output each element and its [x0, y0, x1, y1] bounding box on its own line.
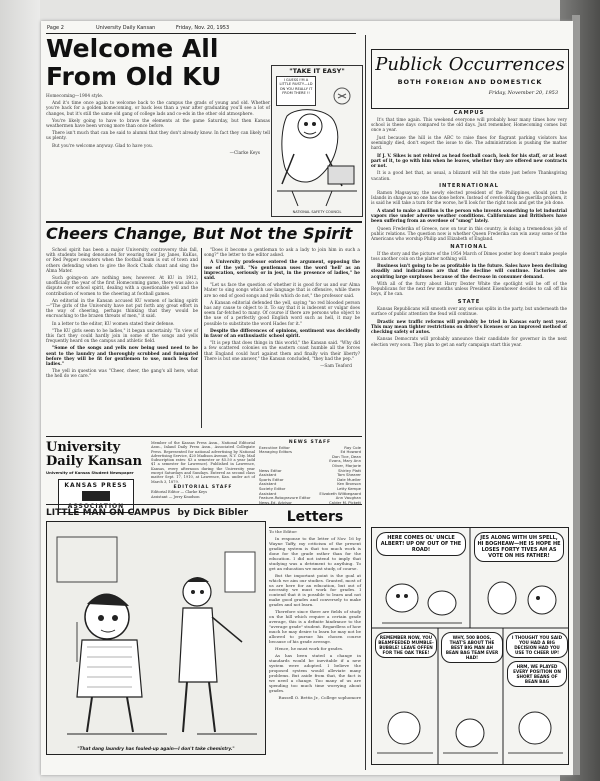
cartoon-caption: "That dang laundry has fouled-up again—I don't take chemistry." — [77, 747, 235, 752]
paper-name: University Daily Kansan — [96, 25, 156, 31]
occurrences-paragraph: Kansas Republicans will smooth over any serious splits in the party, but underneath the surface of public attention the feud will continue. — [371, 307, 567, 318]
staff-member: Oliver, Marjorie — [331, 462, 361, 468]
occurrences-paragraph: A stand to make a million is the person who invents something to let industrial vapors rise under adverse weather conditions. Californians and Britishers have been suffering from an overdose of "smog" lately. — [371, 209, 567, 225]
occurrences-section-heading: CAMPUS — [453, 110, 485, 116]
staff-role: News-Ed. Advisor — [259, 499, 292, 505]
cheers-paragraph: A University professor entered the argument, opposing the use of the yell. "No gentleman uses the word 'hell' as an imprecation, seriously or in jest, in the presence of ladies," he said. — [204, 260, 360, 282]
masthead-subtitle: University of Kansas Student Newspaper — [46, 470, 134, 475]
occurrences-banner — [371, 49, 569, 109]
letters-paragraph: As has been stated a change in standards would be inevitable if a new system were adopted. I believe the proposed system would alleviate many problems. But aside from that, the fact is we need a change. Too many of us are spending too much time worrying about grades. — [269, 652, 361, 693]
staff-member: Shirley Platt — [338, 467, 361, 473]
cheers-paragraph: Despite the differences of opinions, sentiment was decidedly in favor of an enthusiastic school spirit. — [204, 328, 360, 340]
occurrences-title: Publick Occurrences — [375, 54, 565, 75]
occurrences-paragraph: Business isn't going to be as profitable in the future. Sales have been declining steadily and indications are that the decline will continue. Factories are acquiring large surpluses because of the decrease in consumer demand. — [371, 264, 567, 280]
page-number: Page 2 — [47, 25, 64, 31]
cheers-paragraph: School spirit has been a major University controversy this fall, with students being denounced for wearing their Jay Janes, KuKus, or Red Pepper sweaters when the football team is out of town and others defending when to give the Rock Chalk chant and sing the Alma Mater. — [46, 248, 198, 274]
staff-member: Calder M. Pickett — [329, 499, 361, 505]
cheers-paragraph: A Kansan editorial defended the yell, saying "no red blooded person has any cause to object to it. To say that it is indecent or vulgar does seem far-fetched to many. Of course if there are persons who object to the use of a perfectly good English word such as hell, it may be possible to substitute the word Hades for it." — [204, 300, 360, 327]
news-staff-title: NEWS STAFF — [288, 440, 332, 445]
staff-member: Ray Cole — [344, 444, 361, 450]
scan-margin-left — [0, 0, 40, 781]
occurrences-paragraph: If the story and the picture of the 1954 March of Dimes poster boy doesn't make people toss another coin on the platter nothing will. — [371, 251, 567, 262]
welcome-paragraph: There isn't much that can be said to alumni that they don't already know. In fact they can likely tell us plenty. — [46, 131, 270, 142]
staff-member: Dale Mueller — [337, 476, 361, 482]
take-it-easy-title: "TAKE IT EASY" — [289, 67, 345, 75]
cartoon-sign: I GUESS I'M A LITTLE RUSTY—LD ON YOU REALLY IT FROM THERE !! — [276, 76, 316, 106]
welcome-headline-line1: Welcome All — [46, 34, 219, 63]
pogo-panel-2-speech: JES ALONG WITH UH SPELL, HI BOGHEAW—HE IS HOPE HE LOSES FORTY TIVES AH AS VOTE ON HIS FATHER! — [474, 532, 564, 562]
cheers-signature: —Sam Teaford — [320, 364, 352, 370]
staff-role: Society Editor — [259, 485, 286, 491]
staff-role: Assistant — [259, 490, 277, 496]
staff-role: News Editor — [259, 467, 282, 473]
letters-salutation: To the Editor: — [269, 529, 298, 534]
staff-member: Tom Shearer — [337, 472, 361, 478]
cheers-column-2 — [204, 248, 360, 371]
page-column-divider — [365, 35, 366, 770]
press-logo-line2: ASSOCIATION — [67, 503, 125, 510]
letters-paragraph: In response to the letter of Nov. 16 by Wayne Taffy, my criticism of the present grading system is that too much work is done for the grade rather than for the education. I did not intend to imply that studying was a detriment to anything. To get an education we must study, of course. — [269, 535, 361, 571]
welcome-paragraph: And it's time once again to welcome back to the campus the grads of young and old. Whether you're back for a golden homecoming, or back less than a year after graduating you'll see a lot of changes, but it's still the same old gang of college lads and co-eds in the other old atmosphere. — [46, 101, 270, 117]
cheers-paragraph: "Let us face the question of whether it is good for us and our Alma Mater to sing songs which use language that is offensive, while there are no end of good songs and yells which do not," the professor said. — [204, 283, 360, 299]
cheers-paragraph: "Does it become a gentleman to ask a lady to join him in such a song?" the letter to the editor asked. — [204, 248, 360, 259]
staff-member: Ed Howard — [340, 449, 361, 455]
occurrences-paragraph: Drastic new traffic reforms will probably be tried in Kansas early next year. This may mean tighter restrictions on driver's licenses or an improved method of checking safety of autos. — [371, 319, 567, 335]
cheers-headline: Cheers Change, But Not the Spirit — [46, 224, 353, 243]
occurrences-subtitle: BOTH FOREIGN AND DOMESTICK — [397, 78, 543, 86]
pogo-panel-4-speech: WHY, 500 BOOS, THAT'S ABOUT THE BEST BIG MAN AH BEAN BAG TEAM EVER HAD! — [441, 632, 503, 663]
take-it-easy-drawing — [272, 66, 362, 216]
staff-role: Managing Editors — [259, 449, 293, 455]
news-staff-list — [259, 446, 361, 506]
letters-body — [269, 530, 361, 703]
cartoon-title-left: LITTLE MAN ON CAMPUS — [46, 508, 171, 518]
cartoon-credit: NATIONAL SAFETY COUNCIL — [292, 210, 342, 214]
occurrences-paragraph: Ramon Magsaysay, the newly elected president of the Philippines, should put the Islands in shape as no one has done before. Instead of overlooking the guerilla problem, it is said he will take a turn for the worse, he'll look for the right tools and get the job done. — [371, 191, 567, 207]
occurrences-paragraph: Just because the hill is the ABC to raise fines for flagrant parking violators has seemingly died, don't expect the issue to die. The administration is pushing the matter hard. — [371, 135, 567, 152]
section-rule — [46, 221, 362, 223]
section-rule — [46, 504, 362, 505]
cheers-paragraph: An editorial in the Kansan accused KU women of lacking spirit—"The girls of the University have not put forth any great effort in the way of cheering, perhaps thinking that they would be encroaching to the brazen threats of men," it said. — [46, 298, 198, 320]
cheers-paragraph: "The KU girls seem to be ladies," it began uncertainly. "In view of this fact they could hardly join in some of the songs and yells frequently heard on the campus and athletic field. — [46, 328, 198, 345]
occurrences-paragraph: Kansas Democrats will probably announce their candidate for governor in the next election very soon. They plan to get an early campaign start this year. — [371, 337, 567, 348]
staff-member: Ken Bronson — [337, 481, 361, 487]
cartoon-title — [46, 508, 266, 518]
staff-role: Assistant — [259, 481, 277, 487]
cheers-paragraph: The yell in question was "Cheer, cheer, the gang's all here, what the hell do we care." — [46, 369, 198, 380]
welcome-body — [46, 94, 270, 158]
staff-role: Executive Editor — [259, 444, 290, 450]
occurrences-section-heading: INTERNATIONAL — [439, 183, 499, 190]
letters-paragraph: Hence, he must work for grades. — [275, 645, 344, 651]
letters-headline: Letters — [286, 509, 344, 525]
welcome-headline — [46, 35, 266, 91]
little-man-drawing — [47, 522, 265, 754]
news-staff-block — [259, 441, 361, 505]
little-man-cartoon — [46, 521, 266, 755]
issue-date: Friday, Nov. 20, 1953 — [176, 25, 230, 31]
occurrences-paragraph: It's that time again. This weekend everyone will probably hear many times how very school is these days compared to the old days. Just remember, Homecoming comes but once a year. — [371, 118, 567, 134]
masthead-info — [151, 441, 255, 499]
welcome-headline-line2: From Old KU — [46, 62, 222, 91]
occurrences-paragraph: Queen Frederika of Greece, now on tour in this country, is doing a tremendous job of public relations. The question now is whether Queen Frederika can win away some of the Americans who worship Philip and Elizabeth of England. — [371, 226, 567, 242]
staff-line: Assistant — Jerry Knudson — [151, 494, 200, 499]
masthead-block — [46, 441, 146, 513]
press-logo-line1: KANSAS PRESS — [64, 482, 128, 489]
editorial-staff-title: EDITORIAL STAFF — [173, 484, 233, 490]
masthead-info-text: Member of the Kansas Press Assn., National Editorial Assn., Inland Daily Press Assn., Associated Collegiate Press. Represented for national advertising by National Advertising Service, 420 Madison Avenue, N.Y. City. Mail Subscription rates: $3 a semester or $5.50 a year (add $1 a semester for Lawrence). Published in Lawrence, Kansas, every afternoon during the University year except Saturdays and Sundays. Entered as second class matter Sept. 17, 1910, at Lawrence, Kan. under act of March 3, 1879. — [151, 441, 255, 484]
staff-role: Sports Editor — [259, 476, 284, 482]
staff-line: Editorial Editor — Clarke Keys — [151, 490, 208, 495]
pogo-panel-1-speech: HERE COMES OL' UNCLE ALBERT! UP ON' OUT OF THE ROAD! — [376, 532, 466, 556]
occurrences-paragraph: With all of the furry about Harry Dexter White the spotlight will be off of the Republicans for the next few months unless President Eisenhower decides to call off his boys, if he can. — [371, 282, 567, 298]
pogo-comic-strip — [371, 527, 569, 765]
welcome-dateline: Homecoming—1904 style. — [46, 94, 104, 99]
cheers-column-1 — [46, 248, 198, 382]
occurrences-paragraph: It is a good bet that, as usual, a blizzard will hit the state just before Thanksgiving vacation. — [371, 171, 567, 182]
page-binding — [572, 15, 580, 775]
masthead-title: University Daily Kansan — [46, 440, 143, 469]
pogo-panel-3-speech: REMEMBER NOW, YOU BEAMFEEDED MUMBLE-BUBBLE! LEAVE OFFEN FOR THE OAK TREE! — [375, 632, 437, 658]
letters-paragraph: Therefore since there are fields of study on the hill which require a certain grade average, this is a definite hindrance to the "average grade" student. Regardless of how much he may desire to learn he may not be allowed to pursue his chosen course because of his grade average. — [269, 609, 361, 645]
welcome-signature: —Clarke Keys — [229, 150, 260, 156]
occurrences-body — [371, 109, 567, 350]
staff-member: Ann Vaughan — [335, 495, 361, 501]
section-rule — [46, 436, 362, 437]
cheers-paragraph: Such goings-on are nothing new, however. At KU in 1912, unofficially the year of the first Homecoming game, there was also a dispute over school spirit, dealing with a questionable yell and the contribution of women to the cheering at football games. — [46, 276, 198, 297]
occurrences-section-heading: STATE — [457, 298, 481, 305]
letters-paragraph: But the important point is the goal at which we aim our studies. Granted, most of us are here for an education, but out of necessity we must work for grades. I contend that it is possible to learn and not make good grades and conversely to make grades and not learn. — [269, 572, 361, 608]
occurrences-section-heading: NATIONAL — [450, 243, 488, 250]
cheers-paragraph: In a letter to the editor, KU women stated their defense. — [52, 321, 175, 327]
staff-role: Assistant — [259, 472, 277, 478]
cheers-paragraph: "It is pep that does things in this world," the Kansan said. "Why did a few scattered colonies on the eastern coast humble all the forces that England could hurl against them and finally win their liberty? There is but one answer," the Kansan concluded, "they had the pep." — [204, 341, 360, 362]
occurrences-paragraph: If J. V. Sikes is not rehired as head football coach, look for his staff, or at least part of it, to go with him when he leaves, whether they are offered new contracts or not. — [371, 153, 567, 169]
letters-rule — [269, 527, 361, 528]
pogo-panel-5-speech: I THOUGHT YOU SAID YOU HAD A BIG DECISION HAD YOU USE TO CHEER UP! — [506, 632, 568, 658]
letters-signature: Russell O. Bettis Jr., College sophomore — [278, 694, 361, 700]
occurrences-date: Friday, November 20, 1953 — [488, 90, 558, 96]
staff-member: Letty Kempe — [337, 485, 361, 491]
welcome-paragraph: You're likely going to have to brave the elements at the game Saturday, but then Kansas weathermen have been wrong more than once before. — [46, 118, 270, 130]
staff-member: Elizabeth Wiltbegaard — [319, 490, 361, 496]
welcome-paragraph: But you're welcome anyway. Glad to have you. — [52, 143, 154, 149]
take-it-easy-cartoon — [271, 65, 363, 217]
cheers-paragraph: "Some of the songs and yells now being used need to be sent to the laundry and thoroughly scrubbed and fumigated before they will be fit for gentlemen to use, much less for ladies." — [46, 346, 198, 368]
newspaper-page — [41, 21, 573, 775]
cartoon-artist: by Dick Bibler — [177, 508, 249, 518]
press-logo-emblem — [82, 491, 110, 501]
staff-role: Feature-Rotogravure Editor — [259, 495, 311, 501]
staff-member: Don Tice, Dean — [332, 453, 361, 459]
column-divider — [201, 248, 202, 428]
pogo-panel-6-speech: HRM, WE PLAYED EVERY POSITION ON SHORT BEANS OF BEAN BAG — [507, 661, 567, 687]
staff-member: Evans, Mary Ann — [329, 458, 361, 464]
